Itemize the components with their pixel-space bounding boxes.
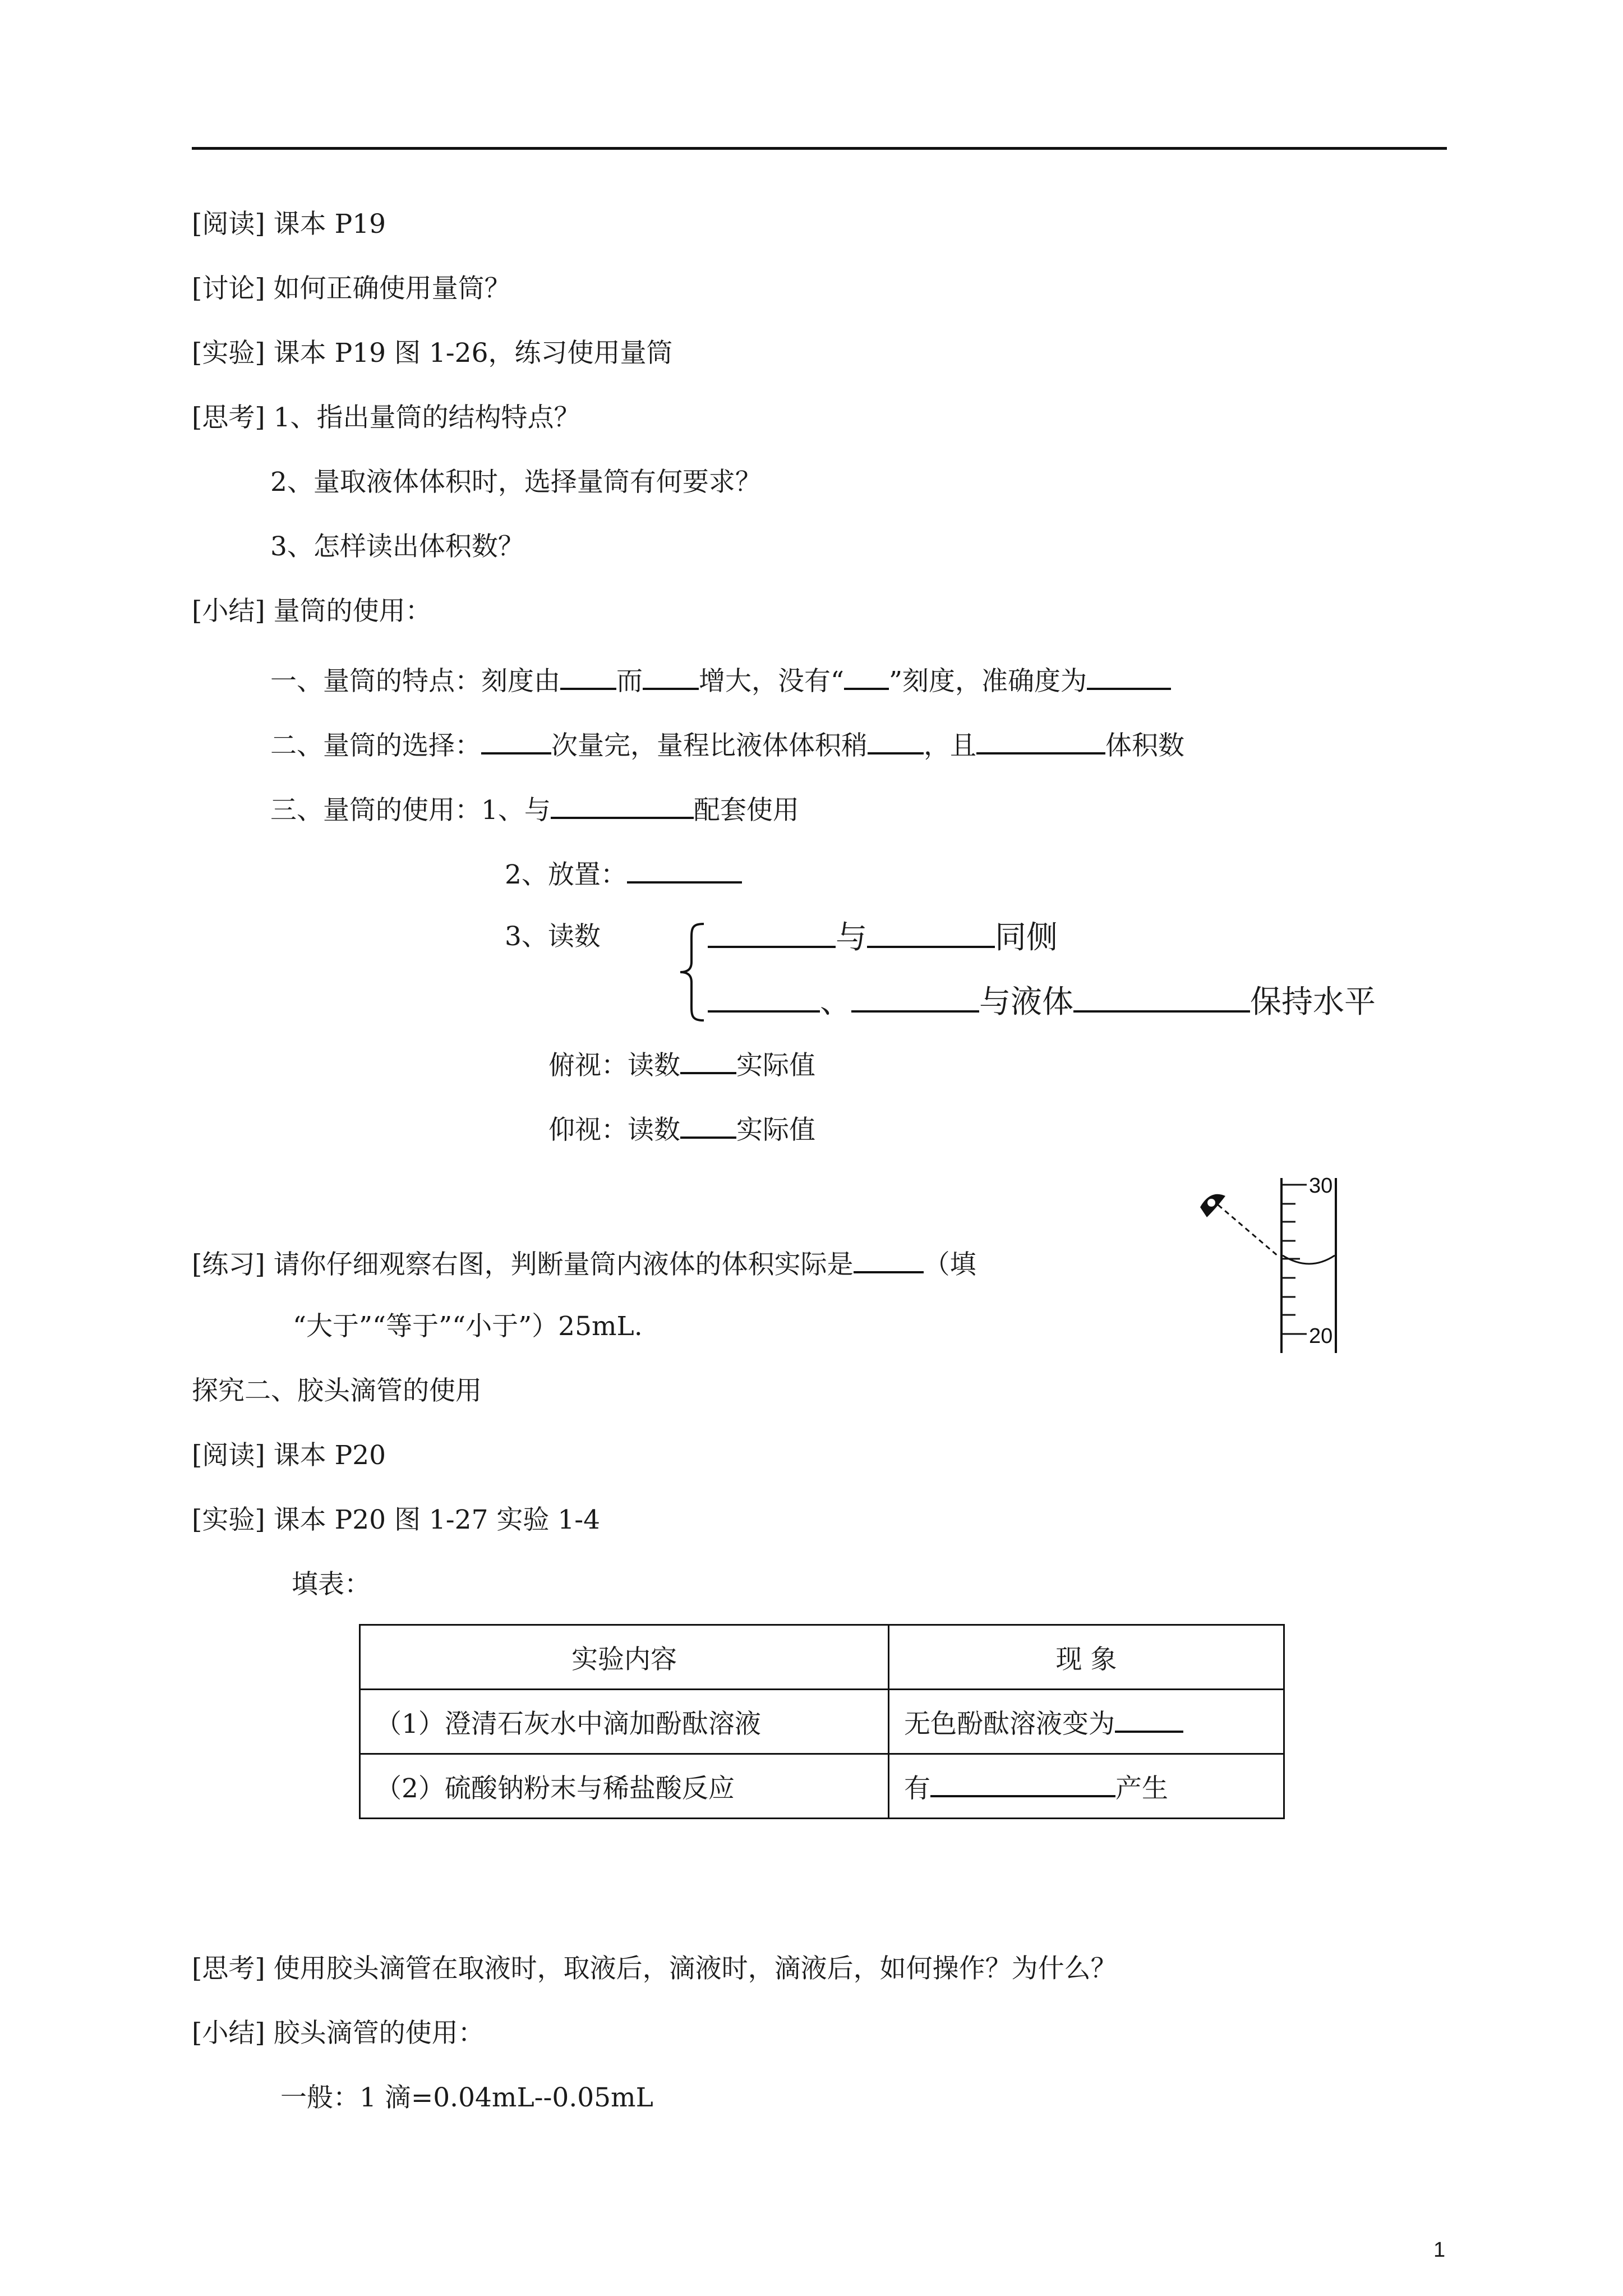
think-line-dropper: [思考] 使用胶头滴管在取液时，取液后，滴液时，滴液后，如何操作？为什么？ bbox=[192, 1953, 1117, 1984]
table-header: 现 象 bbox=[889, 1625, 1284, 1690]
header-rule bbox=[192, 147, 1447, 150]
blank[interactable] bbox=[481, 726, 551, 754]
section-2-title: 探究二、胶头滴管的使用 bbox=[192, 1375, 482, 1406]
table-row bbox=[360, 1690, 1284, 1754]
blank[interactable] bbox=[868, 726, 924, 754]
blank[interactable] bbox=[1087, 662, 1171, 690]
blank[interactable] bbox=[627, 855, 742, 884]
table-cell: （2）硫酸钠粉末与稀盐酸反应 bbox=[360, 1754, 889, 1819]
blank[interactable] bbox=[844, 662, 889, 690]
blank[interactable] bbox=[854, 1245, 924, 1273]
think-line-1: [思考] 1、指出量筒的结构特点？ bbox=[192, 402, 580, 433]
blank[interactable] bbox=[560, 662, 616, 690]
practice-line: [练习] 请你仔细观察右图，判断量筒内液体的体积实际是 （填 bbox=[192, 1245, 976, 1282]
selection-line: 二、量筒的选择： 次量完，量程比液体体积稍 ，且 体积数 bbox=[270, 726, 1184, 763]
table-cell: （1）澄清石灰水中滴加酚酞溶液 bbox=[360, 1690, 889, 1754]
experiment-line: [实验] 课本 P19 图 1-26，练习使用量筒 bbox=[192, 338, 673, 369]
reading-label: 3、读数 bbox=[505, 921, 601, 952]
read-line-2: [阅读] 课本 P20 bbox=[192, 1440, 386, 1471]
summary-line-dropper: [小结] 胶头滴管的使用： bbox=[192, 2018, 485, 2049]
fill-table-label: 填表： bbox=[292, 1569, 371, 1600]
blank[interactable] bbox=[680, 1111, 736, 1139]
blank[interactable] bbox=[643, 662, 699, 690]
usage-line: 三、量筒的使用：1、与 配套使用 bbox=[270, 791, 799, 827]
experiment-table bbox=[359, 1624, 1285, 1819]
general-drop-volume: 一般：1 滴=0.04mL--0.05mL bbox=[280, 2082, 653, 2113]
curly-brace bbox=[676, 922, 709, 1023]
placement-line: 2、放置： bbox=[505, 855, 742, 892]
blank[interactable] bbox=[930, 1769, 1115, 1797]
table-header: 实验内容 bbox=[360, 1625, 889, 1690]
discuss-line: [讨论] 如何正确使用量筒？ bbox=[192, 273, 511, 304]
table-row bbox=[360, 1754, 1284, 1819]
read-line: [阅读] 课本 P19 bbox=[192, 209, 386, 240]
look-down-line: 俯视：读数 实际值 bbox=[548, 1046, 815, 1083]
table-cell: 无色酚酞溶液变为 bbox=[889, 1690, 1284, 1754]
blank[interactable] bbox=[551, 791, 694, 819]
cylinder-mark-20: 20 bbox=[1309, 1324, 1333, 1348]
graduated-cylinder-figure bbox=[1195, 1172, 1352, 1363]
blank[interactable] bbox=[708, 920, 836, 948]
blank[interactable] bbox=[708, 984, 820, 1013]
blank[interactable] bbox=[976, 726, 1105, 754]
blank[interactable] bbox=[1115, 1705, 1183, 1733]
look-up-line: 仰视：读数 实际值 bbox=[548, 1111, 815, 1147]
blank[interactable] bbox=[1073, 984, 1250, 1013]
reading-rule-1: 与 同侧 bbox=[708, 920, 1058, 955]
think-line-2: 2、量取液体体积时，选择量筒有何要求？ bbox=[270, 467, 762, 498]
blank[interactable] bbox=[851, 984, 979, 1013]
page-number: 1 bbox=[1433, 2238, 1446, 2262]
blank[interactable] bbox=[680, 1046, 736, 1074]
practice-options: “大于”“等于”“小于”）25mL. bbox=[293, 1311, 643, 1342]
think-line-3: 3、怎样读出体积数？ bbox=[270, 531, 524, 562]
summary-line: [小结] 量筒的使用： bbox=[192, 596, 432, 627]
reading-rule-2: 、 与液体 保持水平 bbox=[708, 984, 1376, 1019]
cylinder-mark-30: 30 bbox=[1309, 1174, 1333, 1198]
blank[interactable] bbox=[867, 920, 995, 948]
feature-line: 一、量筒的特点：刻度由 而 增大，没有“ ”刻度，准确度为 bbox=[270, 662, 1171, 698]
experiment-line-2: [实验] 课本 P20 图 1-27 实验 1-4 bbox=[192, 1504, 601, 1535]
table-header-row bbox=[360, 1625, 1284, 1690]
table-cell: 有 产生 bbox=[889, 1754, 1284, 1819]
